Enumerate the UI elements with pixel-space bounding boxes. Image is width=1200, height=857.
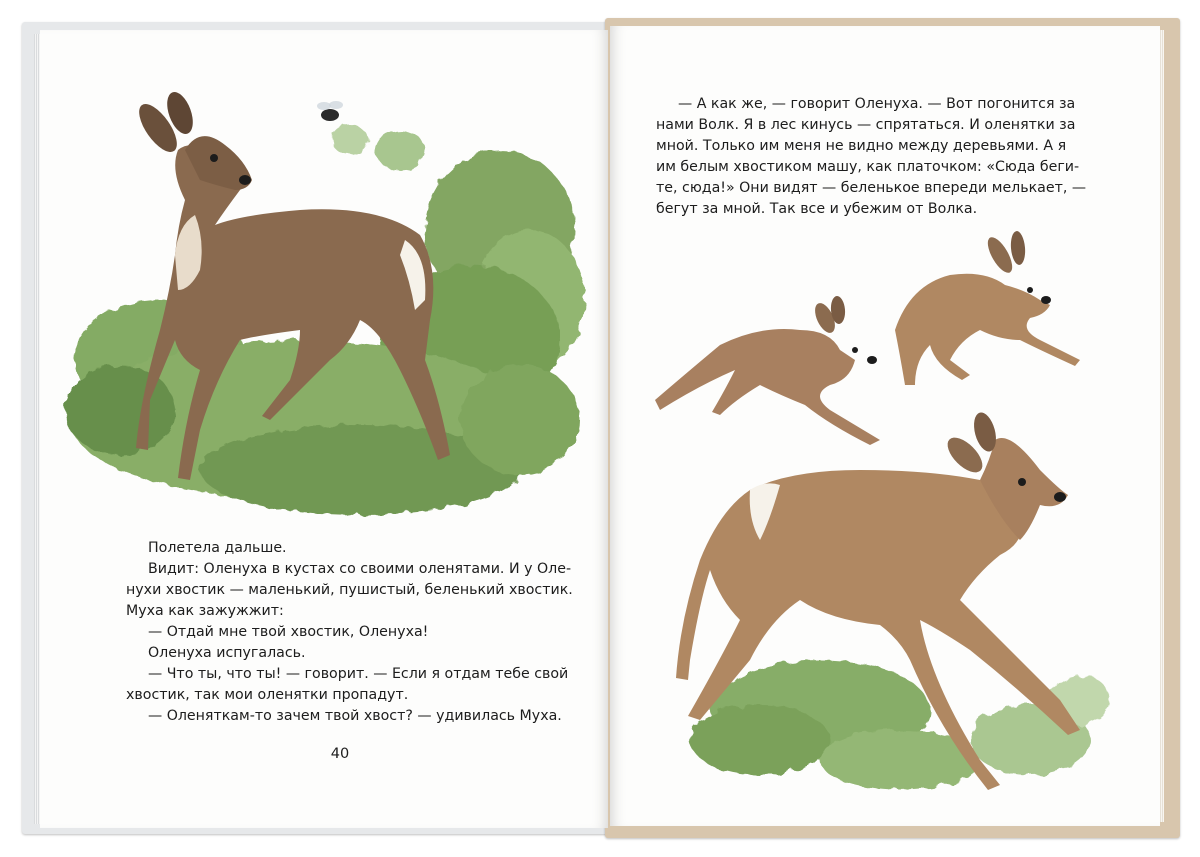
paragraph-line: Оленуха испугалась. bbox=[148, 645, 306, 661]
paragraph-line: мной. Только им меня не видно между деревьями. А я bbox=[656, 138, 1067, 154]
paragraph-line: Полетела дальше. bbox=[148, 540, 287, 556]
fawn-figure-left bbox=[655, 295, 880, 445]
paragraph-line: нами Волк. Я в лес кинусь — спрятаться. И олeнятки за bbox=[656, 117, 1076, 133]
paragraph-line: те, сюда!» Они видят — беленькое впереди мелькает, — bbox=[656, 180, 1087, 196]
paragraph-line: бегут за мной. Так все и убежим от Волка. bbox=[656, 201, 978, 217]
paragraph-line: — Что ты, что ты! — говорит. — Если я отдам тебе свой bbox=[148, 666, 569, 682]
paragraph-line: Видит: Оленуха в кустах со своими оленятами. И у Оле- bbox=[148, 561, 572, 577]
paragraph-line: — А как же, — говорит Оленуха. — Вот погонится за bbox=[678, 96, 1076, 112]
page-number: 40 bbox=[330, 746, 350, 762]
paragraph-line: нухи хвостик — маленький, пушистый, беленький хвостик. bbox=[126, 582, 573, 598]
paragraph-line: — Оленяткам-то зачем твой хвост? — удивилась Муха. bbox=[148, 708, 562, 724]
paragraph-line: им белым хвостиком машу, как платочком: «Сюда беги- bbox=[656, 159, 1080, 175]
fawn-figure-right bbox=[895, 230, 1080, 385]
paragraph-line: хвостик, так мои оленятки пропадут. bbox=[126, 687, 409, 703]
paragraph-line: — Отдай мне твой хвостик, Оленуха! bbox=[148, 624, 429, 640]
right-page-text bbox=[656, 94, 1096, 220]
paragraph-line: Муха как зажужжит: bbox=[126, 603, 284, 619]
left-page-text bbox=[126, 538, 573, 727]
